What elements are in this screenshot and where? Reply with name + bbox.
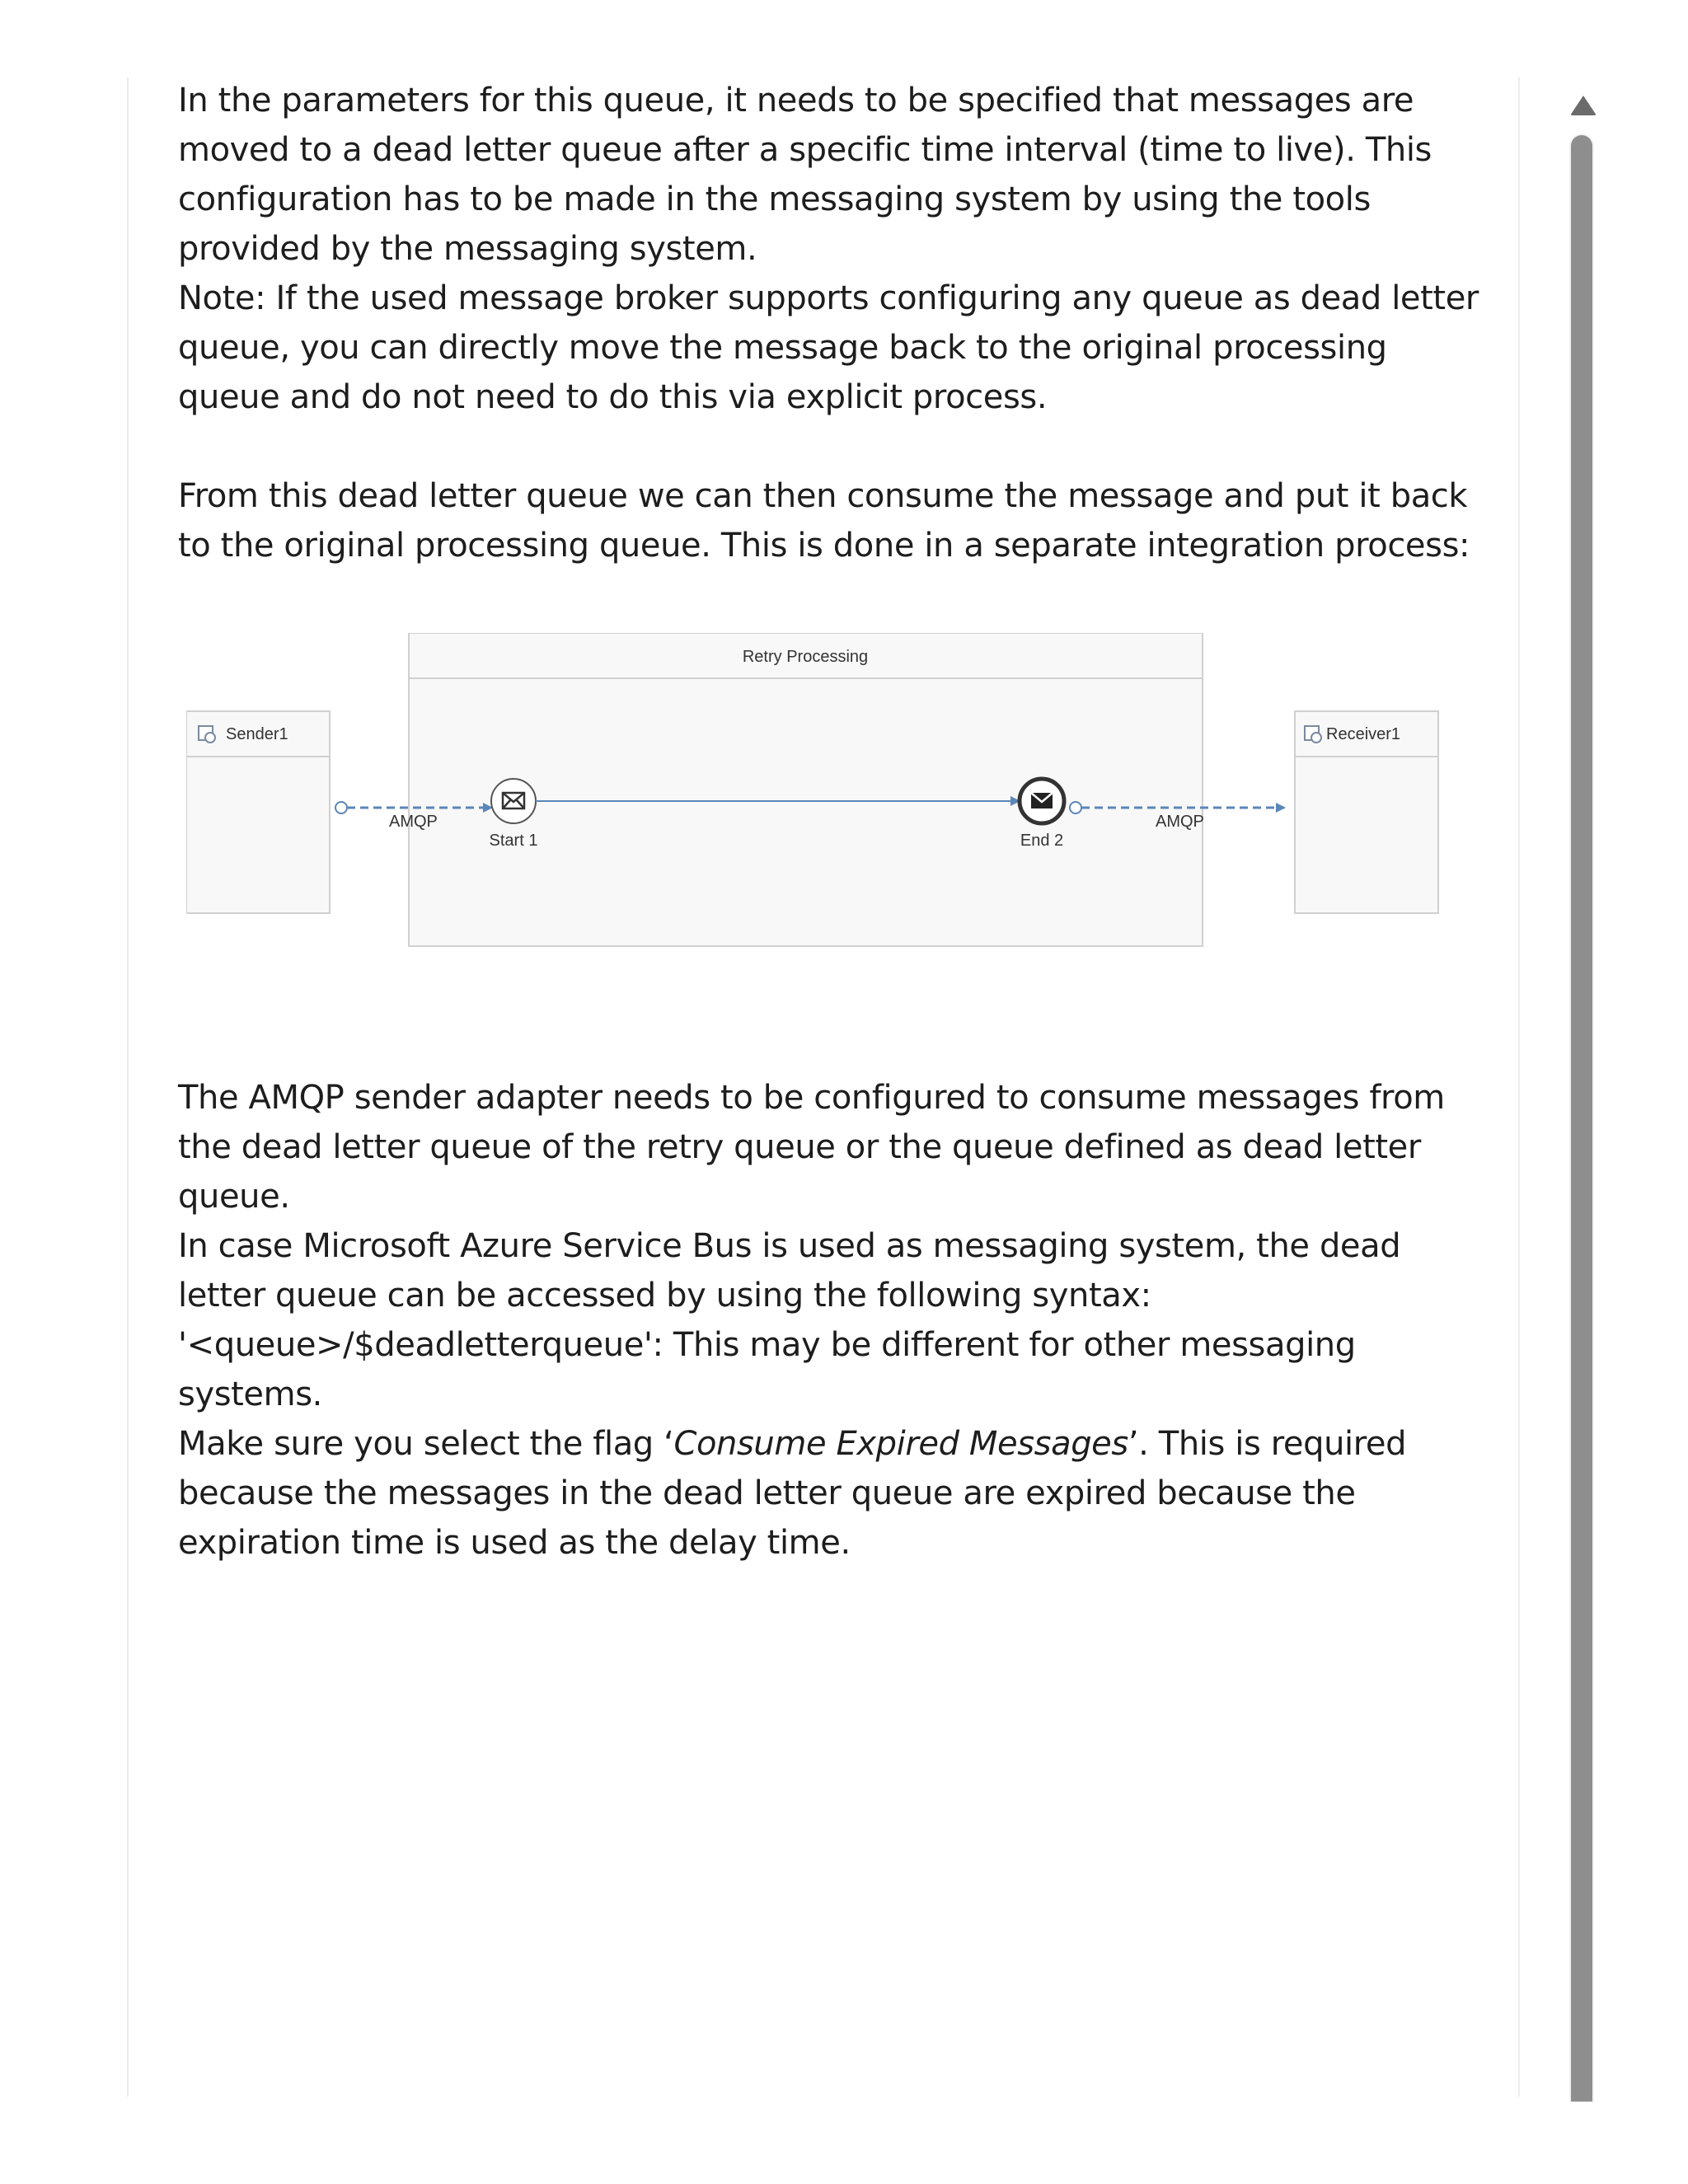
start-event[interactable] bbox=[490, 779, 538, 850]
participant-icon bbox=[199, 726, 215, 743]
receiver-label: Receiver1 bbox=[1326, 725, 1401, 743]
flag-text-before: Make sure you select the flag ‘ bbox=[178, 1425, 674, 1463]
paragraph-azure-service-bus: In case Microsoft Azure Service Bus is used as messaging system, the dead letter queue can be accessed by using the following syntax: '<queue>/$deadletterqueue': This may be different for other messaging systems. bbox=[178, 1227, 1401, 1413]
sender-label: Sender1 bbox=[226, 725, 288, 743]
participant-icon bbox=[1305, 726, 1321, 743]
paragraph-amqp-sender: The AMQP sender adapter needs to be configured to consume messages from the dead letter queue of the retry queue or the queue defined as dead letter queue. bbox=[178, 1079, 1445, 1216]
paragraph-queue-parameters: In the parameters for this queue, it needs to be specified that messages are moved to a dead letter queue after a specific time interval (time to live). This configuration has to be made in the messaging system by using the tools provided by the messaging system. bbox=[178, 82, 1432, 268]
diagram-canvas bbox=[186, 633, 1456, 963]
flag-text-after: ’. This is required because the messages in the dead letter queue are expired because the expiration time is used as the delay time. bbox=[178, 1425, 1407, 1562]
flag-name-emphasis: Consume Expired Messages bbox=[673, 1425, 1128, 1463]
end-event-label: End 2 bbox=[1020, 832, 1064, 850]
participant-receiver[interactable] bbox=[1295, 711, 1438, 913]
integration-flow-diagram bbox=[186, 633, 1456, 963]
end-event[interactable] bbox=[1020, 779, 1064, 850]
content-right-rule bbox=[1518, 77, 1520, 2097]
sender-channel-label: AMQP bbox=[389, 813, 438, 831]
content-left-rule bbox=[127, 77, 129, 2097]
start-event-label: Start 1 bbox=[489, 832, 538, 850]
envelope-filled-icon bbox=[1031, 793, 1053, 808]
paragraph-consume-expired bbox=[178, 1419, 1497, 1568]
paragraph-dead-letter-consume: From this dead letter queue we can then consume the message and put it back to the original processing queue. This is done in a separate integration process: bbox=[178, 477, 1470, 565]
participant-sender[interactable] bbox=[186, 711, 330, 913]
triangle-up-icon[interactable] bbox=[1570, 96, 1597, 115]
pool-title: Retry Processing bbox=[742, 648, 869, 666]
envelope-icon bbox=[503, 793, 524, 808]
paragraph-note: Note: If the used message broker supports configuring any queue as dead letter queue, you can directly move the message back to the original processing queue and do not need to do this via explicit process. bbox=[178, 279, 1479, 416]
receiver-channel-label: AMQP bbox=[1156, 813, 1204, 831]
scrollbar-thumb[interactable] bbox=[1571, 135, 1592, 2102]
